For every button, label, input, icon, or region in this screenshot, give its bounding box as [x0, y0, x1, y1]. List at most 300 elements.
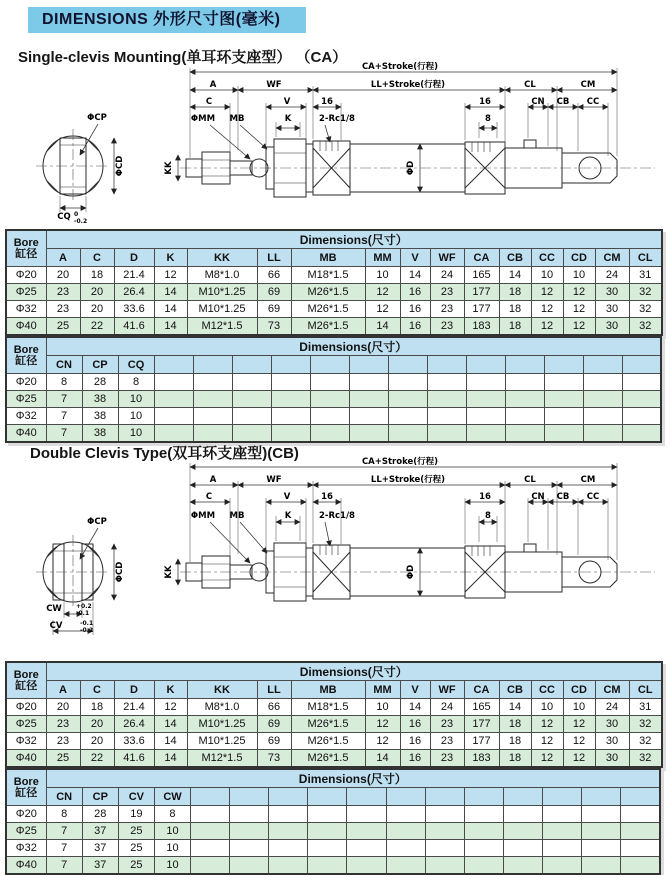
empty-cell: [425, 840, 464, 857]
empty-cell: [466, 425, 505, 443]
empty-cell: [271, 425, 310, 443]
section-heading-single-clevis: Single-clevis Mounting(单耳环支座型） （CA）: [18, 49, 348, 66]
dim-label-cc: CC: [586, 97, 600, 107]
table-row: [6, 391, 661, 408]
bore-cell: Φ20: [6, 699, 46, 716]
dim-label-cb: CB: [556, 97, 570, 107]
value-cell: 183: [464, 750, 499, 768]
value-cell: 12: [563, 318, 595, 336]
empty-cell: [310, 374, 349, 391]
column-header-k: K: [154, 249, 187, 267]
dim-label-ll_stroke: LL+Stroke(行程): [370, 80, 446, 90]
value-cell: M18*1.5: [291, 699, 365, 716]
value-cell: 32: [629, 733, 662, 750]
value-cell: 23: [46, 733, 80, 750]
column-header-cm: CM: [595, 681, 629, 699]
column-header-mb: MB: [291, 681, 365, 699]
dim-label-rc: 2-Rc1/8: [319, 114, 355, 124]
value-cell: 7: [46, 425, 82, 443]
bore-cell: Φ32: [6, 733, 46, 750]
dim-label-cq_tol_lower: -0.2: [74, 218, 88, 225]
empty-cell: [232, 374, 271, 391]
dim-label-v: V: [283, 97, 291, 107]
empty-cell: [230, 857, 269, 875]
empty-cell: [193, 374, 232, 391]
table-row: [6, 823, 660, 840]
empty-cell: [425, 857, 464, 875]
value-cell: 38: [82, 408, 118, 425]
column-header-cb: CB: [499, 249, 531, 267]
empty-cell: [191, 857, 230, 875]
column-header-mb: MB: [291, 249, 365, 267]
empty-cell: [505, 374, 544, 391]
value-cell: 38: [82, 391, 118, 408]
value-cell: M8*1.0: [187, 699, 257, 716]
value-cell: 73: [257, 750, 291, 768]
value-cell: 23: [430, 301, 464, 318]
empty-cell: [464, 840, 503, 857]
column-header-ll: LL: [257, 249, 291, 267]
value-cell: 32: [629, 284, 662, 301]
value-cell: 24: [430, 267, 464, 284]
dimensions-header: Dimensions(尺寸）: [46, 662, 662, 681]
empty-cell: [191, 840, 230, 857]
dim-label-cw_tol_lower: -0.1: [76, 610, 90, 617]
empty-cell: [349, 374, 388, 391]
dim-label-mb: MB: [229, 114, 245, 124]
value-cell: 183: [464, 318, 499, 336]
empty-cell: [466, 391, 505, 408]
value-cell: 26.4: [114, 716, 154, 733]
empty-cell: [503, 840, 542, 857]
column-header-empty: [427, 356, 466, 374]
dim-label-a: A: [209, 80, 217, 90]
value-cell: 25: [118, 857, 154, 875]
empty-cell: [464, 857, 503, 875]
column-header-empty: [193, 356, 232, 374]
value-cell: M12*1.5: [187, 318, 257, 336]
value-cell: 12: [365, 733, 400, 750]
value-cell: 16: [400, 750, 430, 768]
value-cell: 18: [499, 750, 531, 768]
value-cell: 12: [563, 750, 595, 768]
empty-cell: [582, 806, 621, 823]
dim-label-cd: ΦCD: [115, 561, 125, 583]
column-header-empty: [310, 356, 349, 374]
value-cell: 10: [118, 391, 154, 408]
column-header-cm: CM: [595, 249, 629, 267]
value-cell: 177: [464, 716, 499, 733]
column-header-empty: [347, 788, 386, 806]
column-header-empty: [543, 788, 582, 806]
empty-cell: [544, 391, 583, 408]
value-cell: 7: [46, 391, 82, 408]
value-cell: 23: [430, 733, 464, 750]
value-cell: 38: [82, 425, 118, 443]
value-cell: 14: [499, 699, 531, 716]
empty-cell: [269, 857, 308, 875]
empty-cell: [230, 840, 269, 857]
value-cell: 10: [154, 840, 190, 857]
value-cell: 7: [46, 823, 82, 840]
dim-label-rc: 2-Rc1/8: [319, 511, 355, 521]
value-cell: 25: [46, 318, 80, 336]
value-cell: 14: [154, 733, 187, 750]
dim-label-cp: ΦCP: [87, 113, 107, 123]
dim-label-ca_stroke: CA+Stroke(行程): [361, 62, 439, 72]
empty-cell: [154, 374, 193, 391]
empty-cell: [622, 391, 661, 408]
column-header-ll: LL: [257, 681, 291, 699]
column-header-empty: [308, 788, 347, 806]
value-cell: 23: [430, 318, 464, 336]
value-cell: 32: [629, 318, 662, 336]
column-header-k: K: [154, 681, 187, 699]
dim-label-a: A: [209, 475, 217, 485]
table-row: [6, 318, 662, 336]
value-cell: M26*1.5: [291, 284, 365, 301]
dim-label-n16: 16: [479, 492, 491, 502]
empty-cell: [310, 425, 349, 443]
empty-cell: [621, 857, 660, 875]
value-cell: 14: [499, 267, 531, 284]
value-cell: 10: [531, 699, 563, 716]
value-cell: 14: [154, 716, 187, 733]
table-row: [6, 408, 661, 425]
value-cell: 18: [499, 733, 531, 750]
dim-label-n8: 8: [485, 511, 491, 521]
value-cell: 20: [46, 267, 80, 284]
table-row: [6, 301, 662, 318]
column-header-v: V: [400, 681, 430, 699]
value-cell: 16: [400, 716, 430, 733]
dim-label-kk: KK: [164, 565, 174, 579]
value-cell: 32: [629, 750, 662, 768]
empty-cell: [349, 408, 388, 425]
dim-label-cw_tol_upper: +0.2: [76, 603, 92, 610]
dim-label-n16: 16: [321, 492, 333, 502]
value-cell: 20: [46, 699, 80, 716]
cb-dimension-tables: [5, 661, 661, 875]
value-cell: 25: [46, 750, 80, 768]
column-header-ca: CA: [464, 249, 499, 267]
cb-main-table: [5, 661, 663, 768]
dim-label-v: V: [283, 492, 291, 502]
bore-header: Bore 缸径: [6, 337, 46, 374]
dim-label-cl: CL: [524, 80, 536, 90]
column-header-empty: [582, 788, 621, 806]
empty-cell: [466, 374, 505, 391]
value-cell: 10: [365, 699, 400, 716]
column-header-cc: CC: [531, 681, 563, 699]
empty-cell: [191, 806, 230, 823]
empty-cell: [427, 391, 466, 408]
value-cell: 12: [563, 716, 595, 733]
dim-label-wf: WF: [266, 80, 282, 90]
empty-cell: [388, 408, 427, 425]
value-cell: 165: [464, 699, 499, 716]
column-header-c: C: [80, 681, 114, 699]
empty-cell: [232, 425, 271, 443]
value-cell: 37: [82, 823, 118, 840]
empty-cell: [310, 408, 349, 425]
value-cell: 69: [257, 284, 291, 301]
empty-cell: [349, 425, 388, 443]
value-cell: 14: [154, 301, 187, 318]
value-cell: 30: [595, 301, 629, 318]
value-cell: 12: [531, 733, 563, 750]
value-cell: 20: [80, 301, 114, 318]
value-cell: 10: [154, 857, 190, 875]
value-cell: 23: [430, 750, 464, 768]
empty-cell: [425, 806, 464, 823]
empty-cell: [271, 391, 310, 408]
value-cell: 10: [365, 267, 400, 284]
value-cell: 23: [430, 284, 464, 301]
empty-cell: [349, 391, 388, 408]
value-cell: 12: [563, 301, 595, 318]
column-header-cb: CB: [499, 681, 531, 699]
dim-label-cv_tol_upper: -0.1: [80, 620, 94, 627]
value-cell: 14: [154, 318, 187, 336]
value-cell: 23: [430, 716, 464, 733]
column-header-empty: [505, 356, 544, 374]
empty-cell: [543, 840, 582, 857]
dim-label-kk: KK: [164, 161, 174, 175]
column-header-cn: CN: [46, 788, 82, 806]
value-cell: 8: [154, 806, 190, 823]
value-cell: 165: [464, 267, 499, 284]
value-cell: 7: [46, 840, 82, 857]
dim-label-mm: ΦMM: [190, 511, 216, 521]
empty-cell: [583, 408, 622, 425]
value-cell: M26*1.5: [291, 716, 365, 733]
single-clevis-drawing: [0, 56, 670, 232]
cylinder-side-view: [180, 139, 655, 197]
dim-label-cn: CN: [531, 492, 545, 502]
column-header-empty: [388, 356, 427, 374]
empty-cell: [466, 408, 505, 425]
dim-label-ca_stroke: CA+Stroke(行程): [361, 457, 439, 467]
bore-cell: Φ25: [6, 716, 46, 733]
value-cell: 10: [118, 408, 154, 425]
value-cell: 14: [400, 267, 430, 284]
value-cell: 8: [46, 806, 82, 823]
value-cell: 10: [118, 425, 154, 443]
table-row: [6, 716, 662, 733]
empty-cell: [308, 806, 347, 823]
column-header-cn: CN: [46, 356, 82, 374]
dim-label-cw: CW: [46, 604, 62, 614]
dim-label-n16: 16: [479, 97, 491, 107]
value-cell: 8: [46, 374, 82, 391]
bore-cell: Φ32: [6, 301, 46, 318]
dim-label-cv_tol_lower: -0.2: [80, 627, 94, 634]
column-header-mm: MM: [365, 249, 400, 267]
empty-cell: [544, 425, 583, 443]
bore-header: Bore 缸径: [6, 230, 46, 267]
empty-cell: [193, 408, 232, 425]
empty-cell: [386, 806, 425, 823]
value-cell: M26*1.5: [291, 750, 365, 768]
value-cell: 12: [531, 750, 563, 768]
ca-main-table: [5, 229, 663, 336]
dim-label-d: ΦD: [406, 564, 416, 580]
value-cell: 10: [154, 823, 190, 840]
dim-label-cm: CM: [580, 475, 596, 485]
value-cell: 31: [629, 267, 662, 284]
dim-label-cp: ΦCP: [87, 517, 107, 527]
dim-label-cd: ΦCD: [115, 155, 125, 177]
column-header-empty: [583, 356, 622, 374]
value-cell: 10: [563, 699, 595, 716]
empty-cell: [308, 840, 347, 857]
cb-sub-table: [5, 768, 661, 875]
dim-label-cl: CL: [524, 475, 536, 485]
value-cell: 7: [46, 408, 82, 425]
value-cell: 22: [80, 750, 114, 768]
value-cell: 10: [563, 267, 595, 284]
value-cell: 30: [595, 750, 629, 768]
value-cell: 21.4: [114, 267, 154, 284]
empty-cell: [232, 391, 271, 408]
value-cell: M12*1.5: [187, 750, 257, 768]
empty-cell: [583, 425, 622, 443]
empty-cell: [269, 806, 308, 823]
value-cell: 20: [80, 716, 114, 733]
dim-label-n16: 16: [321, 97, 333, 107]
column-header-cl: CL: [629, 249, 662, 267]
column-header-empty: [154, 356, 193, 374]
value-cell: 21.4: [114, 699, 154, 716]
value-cell: 19: [118, 806, 154, 823]
value-cell: 28: [82, 806, 118, 823]
value-cell: M10*1.25: [187, 301, 257, 318]
table-row: [6, 806, 660, 823]
empty-cell: [193, 425, 232, 443]
empty-cell: [310, 391, 349, 408]
table-row: [6, 733, 662, 750]
empty-cell: [503, 857, 542, 875]
empty-cell: [544, 374, 583, 391]
value-cell: 25: [118, 823, 154, 840]
value-cell: 7: [46, 857, 82, 875]
dim-label-cv: CV: [49, 621, 63, 631]
column-header-cw: CW: [154, 788, 190, 806]
empty-cell: [505, 425, 544, 443]
dimensions-header: Dimensions(尺寸）: [46, 337, 661, 356]
value-cell: 30: [595, 733, 629, 750]
empty-cell: [582, 857, 621, 875]
empty-cell: [503, 823, 542, 840]
value-cell: 69: [257, 733, 291, 750]
value-cell: 12: [154, 267, 187, 284]
table-row: [6, 267, 662, 284]
dim-label-cb: CB: [556, 492, 570, 502]
table-row: [6, 857, 660, 875]
empty-cell: [347, 806, 386, 823]
dim-label-n8: 8: [485, 114, 491, 124]
value-cell: 23: [46, 716, 80, 733]
column-header-empty: [232, 356, 271, 374]
bore-cell: Φ40: [6, 857, 46, 875]
empty-cell: [347, 840, 386, 857]
bore-cell: Φ32: [6, 408, 46, 425]
ca-dimension-tables: [5, 229, 661, 443]
value-cell: 12: [365, 301, 400, 318]
value-cell: 73: [257, 318, 291, 336]
value-cell: 66: [257, 267, 291, 284]
empty-cell: [427, 374, 466, 391]
dim-label-wf: WF: [266, 475, 282, 485]
dim-label-c: C: [205, 492, 213, 502]
value-cell: 177: [464, 301, 499, 318]
column-header-kk: KK: [187, 249, 257, 267]
empty-cell: [464, 823, 503, 840]
value-cell: 12: [365, 716, 400, 733]
value-cell: M8*1.0: [187, 267, 257, 284]
value-cell: M18*1.5: [291, 267, 365, 284]
column-header-cq: CQ: [118, 356, 154, 374]
empty-cell: [544, 408, 583, 425]
column-header-cd: CD: [563, 249, 595, 267]
column-header-mm: MM: [365, 681, 400, 699]
value-cell: 41.6: [114, 318, 154, 336]
column-header-empty: [349, 356, 388, 374]
value-cell: 18: [80, 267, 114, 284]
empty-cell: [347, 857, 386, 875]
column-header-a: A: [46, 681, 80, 699]
bore-cell: Φ25: [6, 284, 46, 301]
section-heading-double-clevis: Double Clevis Type(双耳环支座型)(CB): [30, 445, 299, 462]
column-header-empty: [621, 788, 660, 806]
value-cell: 12: [531, 318, 563, 336]
empty-cell: [191, 823, 230, 840]
value-cell: 12: [563, 733, 595, 750]
value-cell: 177: [464, 733, 499, 750]
value-cell: 18: [80, 699, 114, 716]
empty-cell: [582, 840, 621, 857]
value-cell: 22: [80, 318, 114, 336]
column-header-d: D: [114, 681, 154, 699]
bore-cell: Φ40: [6, 425, 46, 443]
column-header-empty: [271, 356, 310, 374]
bore-header: Bore 缸径: [6, 662, 46, 699]
column-header-v: V: [400, 249, 430, 267]
empty-cell: [543, 857, 582, 875]
value-cell: 37: [82, 857, 118, 875]
empty-cell: [308, 823, 347, 840]
column-header-c: C: [80, 249, 114, 267]
column-header-empty: [230, 788, 269, 806]
bore-cell: Φ40: [6, 318, 46, 336]
value-cell: 41.6: [114, 750, 154, 768]
column-header-empty: [466, 356, 505, 374]
empty-cell: [427, 425, 466, 443]
value-cell: M26*1.5: [291, 318, 365, 336]
value-cell: 24: [595, 699, 629, 716]
value-cell: 69: [257, 301, 291, 318]
ca-sub-table: [5, 336, 662, 443]
value-cell: 20: [80, 733, 114, 750]
value-cell: 20: [80, 284, 114, 301]
column-header-cp: CP: [82, 788, 118, 806]
bore-cell: Φ32: [6, 840, 46, 857]
dim-label-k: K: [284, 114, 292, 124]
empty-cell: [622, 425, 661, 443]
empty-cell: [154, 408, 193, 425]
dim-label-cm: CM: [580, 80, 596, 90]
